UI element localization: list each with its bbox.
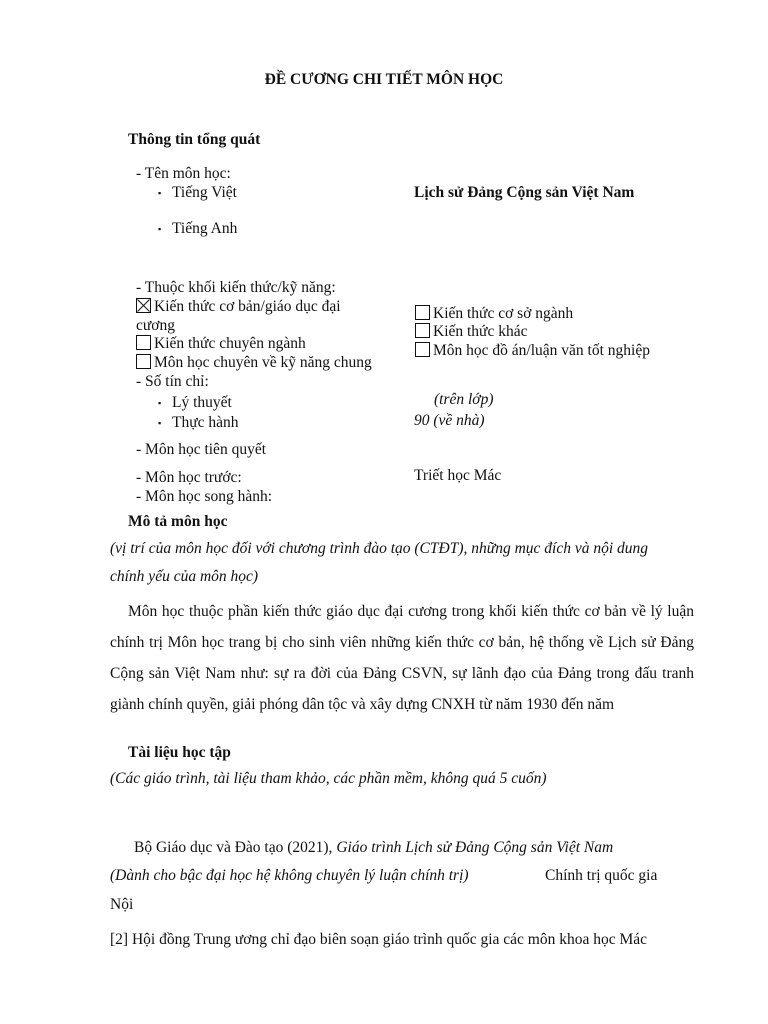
bullet-icon: ▪ xyxy=(158,398,162,408)
checkbox-label: Môn học chuyên về kỹ năng chung xyxy=(154,354,372,371)
checkbox-other-knowledge[interactable] xyxy=(415,322,527,342)
checkbox-specialized[interactable] xyxy=(136,334,306,354)
checked-box-icon xyxy=(136,298,151,313)
checkbox-basic-knowledge[interactable] xyxy=(136,297,341,317)
practice-row xyxy=(158,413,239,433)
checkbox-label: Kiến thức chuyên ngành xyxy=(154,335,306,352)
checkbox-icon xyxy=(136,354,151,369)
description-note-line2: chính yếu của môn học) xyxy=(110,568,259,585)
checkbox-icon xyxy=(415,305,430,320)
page-title: ĐỀ CƯƠNG CHI TIẾT MÔN HỌC xyxy=(264,71,504,88)
checkbox-basic-knowledge-wrap: cương xyxy=(136,317,175,334)
checkbox-general-skills[interactable] xyxy=(136,353,372,373)
vietnamese-name-row xyxy=(158,183,237,203)
reference-1-subtitle: (Dành cho bậc đại học hệ không chuyên lý luận chính trị) xyxy=(110,867,469,884)
reference-2: [2] Hội đồng Trung ương chỉ đạo biên soạn giáo trình quốc gia các môn khoa học Mác xyxy=(110,931,648,948)
checkbox-label: Kiến thức cơ bản/giáo dục đại xyxy=(154,298,341,315)
bullet-icon: ▪ xyxy=(158,224,162,234)
bullet-icon: ▪ xyxy=(158,418,162,428)
vietnamese-name-value: Lịch sử Đảng Cộng sản Việt Nam xyxy=(414,184,635,201)
theory-label: Lý thuyết xyxy=(172,394,232,411)
credits-label: - Số tín chỉ: xyxy=(136,373,209,390)
bullet-icon: ▪ xyxy=(158,188,162,198)
checkbox-thesis[interactable] xyxy=(415,341,650,361)
reference-1-city: Nội xyxy=(110,896,134,913)
prerequisite-label: - Môn học tiên quyết xyxy=(136,441,267,458)
course-name-label: - Tên môn học: xyxy=(136,165,231,182)
previous-course-label: - Môn học trước: xyxy=(136,469,242,486)
checkbox-label: Kiến thức khác xyxy=(433,323,528,340)
previous-course-value: Triết học Mác xyxy=(414,467,502,484)
theory-value: (trên lớp) xyxy=(434,391,494,408)
materials-note: (Các giáo trình, tài liệu tham khảo, các phần mềm, không quá 5 cuốn) xyxy=(110,770,547,787)
reference-1-prefix: Bộ Giáo dục và Đào tạo (2021), xyxy=(134,839,337,856)
reference-1-publisher: Chính trị quốc gia xyxy=(545,867,658,884)
english-label: Tiếng Anh xyxy=(172,220,238,237)
description-heading: Mô tả môn học xyxy=(128,513,228,530)
checkbox-label: Kiến thức cơ sở ngành xyxy=(433,305,574,322)
reference-1-line1 xyxy=(134,838,613,858)
checkbox-icon xyxy=(415,323,430,338)
description-body: Môn học thuộc phần kiến thức giáo dục đại cương trong khối kiến thức cơ bản về lý luận chính trị Môn học trang bị cho sinh viên những kiến thức cơ bản, hệ thống về Lịch sử Đảng Cộng sản Việt Nam như: sự ra đời của Đảng CSVN, sự lãnh đạo của Đảng trong đấu tranh giành chính quyền, giải phóng dân tộc và xây dựng CNXH từ năm 1930 đến năm xyxy=(110,603,694,713)
checkbox-icon xyxy=(415,342,430,357)
english-name-row xyxy=(158,219,237,239)
knowledge-block-label: - Thuộc khối kiến thức/kỹ năng: xyxy=(136,279,336,296)
parallel-course-label: - Môn học song hành: xyxy=(136,488,273,505)
checkbox-foundation-major[interactable] xyxy=(415,304,573,324)
materials-heading: Tài liệu học tập xyxy=(128,744,231,761)
practice-label: Thực hành xyxy=(172,414,239,431)
general-info-heading: Thông tin tổng quát xyxy=(128,131,261,148)
vietnamese-label: Tiếng Việt xyxy=(172,184,237,201)
theory-row xyxy=(158,393,232,413)
checkbox-label: Môn học đồ án/luận văn tốt nghiệp xyxy=(433,342,650,359)
description-note-line1: (vị trí của môn học đối với chương trình đào tạo (CTĐT), những mục đích và nội dung xyxy=(110,540,649,557)
practice-value: 90 (về nhà) xyxy=(414,412,485,429)
checkbox-icon xyxy=(136,335,151,350)
reference-1-title: Giáo trình Lịch sử Đảng Cộng sản Việt Nam xyxy=(336,839,614,856)
